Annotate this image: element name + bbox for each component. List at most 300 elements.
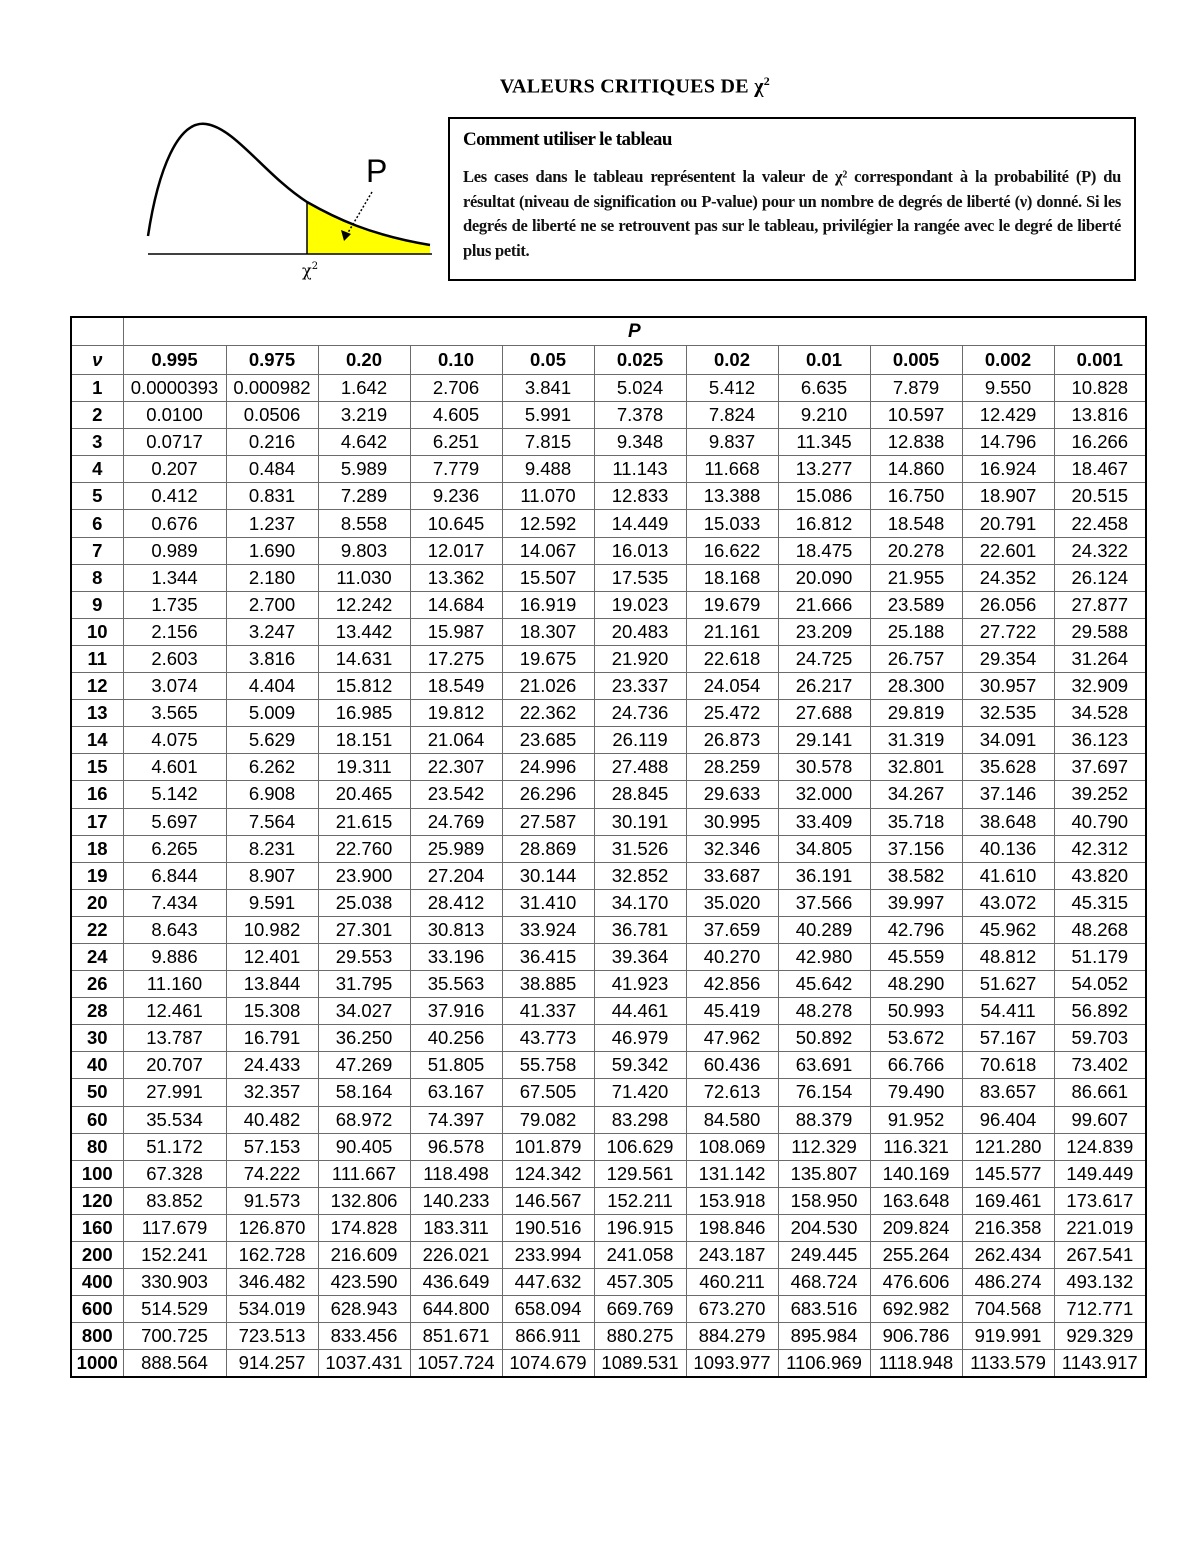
- value-cell: 16.266: [1054, 429, 1146, 456]
- table-row: [71, 673, 1146, 700]
- table-row: [71, 1269, 1146, 1296]
- column-header: 0.05: [502, 346, 594, 375]
- df-cell: 12: [71, 673, 123, 700]
- value-cell: 9.803: [318, 537, 410, 564]
- value-cell: 42.856: [686, 971, 778, 998]
- table-row: [71, 1187, 1146, 1214]
- value-cell: 31.319: [870, 727, 962, 754]
- value-cell: 15.086: [778, 483, 870, 510]
- value-cell: 26.757: [870, 645, 962, 672]
- value-cell: 21.666: [778, 591, 870, 618]
- table-row: [71, 700, 1146, 727]
- value-cell: 534.019: [226, 1296, 318, 1323]
- df-cell: 14: [71, 727, 123, 754]
- value-cell: 37.566: [778, 889, 870, 916]
- value-cell: 28.259: [686, 754, 778, 781]
- df-cell: 4: [71, 456, 123, 483]
- value-cell: 0.484: [226, 456, 318, 483]
- value-cell: 0.0000393: [123, 375, 226, 402]
- value-cell: 45.642: [778, 971, 870, 998]
- value-cell: 163.648: [870, 1187, 962, 1214]
- value-cell: 91.952: [870, 1106, 962, 1133]
- table-row: [71, 510, 1146, 537]
- df-cell: 200: [71, 1242, 123, 1269]
- value-cell: 5.697: [123, 808, 226, 835]
- value-cell: 31.410: [502, 889, 594, 916]
- column-header: 0.995: [123, 346, 226, 375]
- value-cell: 67.328: [123, 1160, 226, 1187]
- value-cell: 83.852: [123, 1187, 226, 1214]
- value-cell: 18.307: [502, 618, 594, 645]
- value-cell: 41.923: [594, 971, 686, 998]
- value-cell: 36.123: [1054, 727, 1146, 754]
- value-cell: 40.136: [962, 835, 1054, 862]
- value-cell: 26.873: [686, 727, 778, 754]
- value-cell: 4.075: [123, 727, 226, 754]
- value-cell: 0.0100: [123, 402, 226, 429]
- value-cell: 8.558: [318, 510, 410, 537]
- value-cell: 3.841: [502, 375, 594, 402]
- value-cell: 29.633: [686, 781, 778, 808]
- value-cell: 1133.579: [962, 1350, 1054, 1378]
- df-cell: 20: [71, 889, 123, 916]
- value-cell: 447.632: [502, 1269, 594, 1296]
- value-cell: 13.388: [686, 483, 778, 510]
- value-cell: 13.787: [123, 1025, 226, 1052]
- table-row: [71, 1025, 1146, 1052]
- value-cell: 1.735: [123, 591, 226, 618]
- how-to-heading: Comment utiliser le tableau: [463, 129, 672, 150]
- value-cell: 71.420: [594, 1079, 686, 1106]
- value-cell: 48.278: [778, 998, 870, 1025]
- value-cell: 16.750: [870, 483, 962, 510]
- how-to-body: Les cases dans le tableau représentent la valeur de χ² correspondant à la probabilité (P) du résultat (niveau de signification ou P-value) pour un nombre de degrés de liberté (ν) donné. Si les degrés de liberté ne se retrouvent pas sur le tableau, privilégier la rangée avec le degré de liberté plus petit.: [463, 167, 1121, 260]
- value-cell: 7.289: [318, 483, 410, 510]
- column-header-row: [71, 346, 1146, 375]
- value-cell: 41.337: [502, 998, 594, 1025]
- value-cell: 19.679: [686, 591, 778, 618]
- value-cell: 21.920: [594, 645, 686, 672]
- value-cell: 249.445: [778, 1242, 870, 1269]
- chi-label: $\chi^2$: [302, 261, 319, 280]
- value-cell: 15.308: [226, 998, 318, 1025]
- value-cell: 9.236: [410, 483, 502, 510]
- value-cell: 59.703: [1054, 1025, 1146, 1052]
- value-cell: 30.191: [594, 808, 686, 835]
- value-cell: 23.542: [410, 781, 502, 808]
- value-cell: 121.280: [962, 1133, 1054, 1160]
- value-cell: 45.315: [1054, 889, 1146, 916]
- value-cell: 5.629: [226, 727, 318, 754]
- value-cell: 16.013: [594, 537, 686, 564]
- value-cell: 118.498: [410, 1160, 502, 1187]
- value-cell: 108.069: [686, 1133, 778, 1160]
- value-cell: 21.615: [318, 808, 410, 835]
- value-cell: 117.679: [123, 1214, 226, 1241]
- value-cell: 152.211: [594, 1187, 686, 1214]
- nu-header: ν: [71, 346, 123, 375]
- value-cell: 20.707: [123, 1052, 226, 1079]
- value-cell: 26.056: [962, 591, 1054, 618]
- df-cell: 400: [71, 1269, 123, 1296]
- value-cell: 7.879: [870, 375, 962, 402]
- column-header: 0.001: [1054, 346, 1146, 375]
- value-cell: 12.401: [226, 943, 318, 970]
- value-cell: 29.553: [318, 943, 410, 970]
- value-cell: 27.488: [594, 754, 686, 781]
- value-cell: 22.362: [502, 700, 594, 727]
- value-cell: 880.275: [594, 1323, 686, 1350]
- value-cell: 833.456: [318, 1323, 410, 1350]
- value-cell: 24.352: [962, 564, 1054, 591]
- corner-cell: [71, 317, 123, 346]
- value-cell: 21.161: [686, 618, 778, 645]
- value-cell: 1143.917: [1054, 1350, 1146, 1378]
- column-header: 0.01: [778, 346, 870, 375]
- value-cell: 34.267: [870, 781, 962, 808]
- value-cell: 700.725: [123, 1323, 226, 1350]
- value-cell: 40.790: [1054, 808, 1146, 835]
- df-cell: 16: [71, 781, 123, 808]
- value-cell: 58.164: [318, 1079, 410, 1106]
- value-cell: 204.530: [778, 1214, 870, 1241]
- value-cell: 39.997: [870, 889, 962, 916]
- value-cell: 60.436: [686, 1052, 778, 1079]
- value-cell: 32.357: [226, 1079, 318, 1106]
- chi-square-curve-figure: [140, 110, 440, 290]
- value-cell: 19.675: [502, 645, 594, 672]
- value-cell: 45.559: [870, 943, 962, 970]
- value-cell: 1089.531: [594, 1350, 686, 1378]
- value-cell: 38.582: [870, 862, 962, 889]
- value-cell: 6.265: [123, 835, 226, 862]
- value-cell: 1118.948: [870, 1350, 962, 1378]
- df-cell: 160: [71, 1214, 123, 1241]
- value-cell: 0.0717: [123, 429, 226, 456]
- column-header: 0.20: [318, 346, 410, 375]
- value-cell: 32.535: [962, 700, 1054, 727]
- df-cell: 22: [71, 916, 123, 943]
- value-cell: 24.996: [502, 754, 594, 781]
- value-cell: 0.676: [123, 510, 226, 537]
- value-cell: 35.534: [123, 1106, 226, 1133]
- value-cell: 14.684: [410, 591, 502, 618]
- value-cell: 704.568: [962, 1296, 1054, 1323]
- value-cell: 31.795: [318, 971, 410, 998]
- value-cell: 145.577: [962, 1160, 1054, 1187]
- value-cell: 23.337: [594, 673, 686, 700]
- value-cell: 9.591: [226, 889, 318, 916]
- table-row: [71, 1296, 1146, 1323]
- value-cell: 39.364: [594, 943, 686, 970]
- value-cell: 19.812: [410, 700, 502, 727]
- value-cell: 0.412: [123, 483, 226, 510]
- value-cell: 27.991: [123, 1079, 226, 1106]
- value-cell: 20.465: [318, 781, 410, 808]
- value-cell: 153.918: [686, 1187, 778, 1214]
- chi-square-table: [70, 316, 1147, 1378]
- value-cell: 27.587: [502, 808, 594, 835]
- value-cell: 13.816: [1054, 402, 1146, 429]
- value-cell: 262.434: [962, 1242, 1054, 1269]
- value-cell: 25.038: [318, 889, 410, 916]
- value-cell: 18.467: [1054, 456, 1146, 483]
- df-cell: 60: [71, 1106, 123, 1133]
- value-cell: 173.617: [1054, 1187, 1146, 1214]
- value-cell: 644.800: [410, 1296, 502, 1323]
- value-cell: 124.839: [1054, 1133, 1146, 1160]
- p-header: P: [123, 317, 1146, 346]
- value-cell: 5.412: [686, 375, 778, 402]
- value-cell: 27.204: [410, 862, 502, 889]
- value-cell: 29.141: [778, 727, 870, 754]
- value-cell: 18.151: [318, 727, 410, 754]
- df-cell: 120: [71, 1187, 123, 1214]
- table-row: [71, 754, 1146, 781]
- value-cell: 36.191: [778, 862, 870, 889]
- value-cell: 11.160: [123, 971, 226, 998]
- value-cell: 152.241: [123, 1242, 226, 1269]
- value-cell: 10.597: [870, 402, 962, 429]
- value-cell: 423.590: [318, 1269, 410, 1296]
- value-cell: 131.142: [686, 1160, 778, 1187]
- value-cell: 243.187: [686, 1242, 778, 1269]
- df-cell: 8: [71, 564, 123, 591]
- value-cell: 23.209: [778, 618, 870, 645]
- value-cell: 22.760: [318, 835, 410, 862]
- value-cell: 0.216: [226, 429, 318, 456]
- value-cell: 914.257: [226, 1350, 318, 1378]
- value-cell: 11.668: [686, 456, 778, 483]
- value-cell: 18.549: [410, 673, 502, 700]
- density-curve: [148, 124, 430, 245]
- value-cell: 132.806: [318, 1187, 410, 1214]
- df-cell: 17: [71, 808, 123, 835]
- value-cell: 16.791: [226, 1025, 318, 1052]
- value-cell: 11.070: [502, 483, 594, 510]
- value-cell: 0.207: [123, 456, 226, 483]
- value-cell: 673.270: [686, 1296, 778, 1323]
- value-cell: 0.0506: [226, 402, 318, 429]
- df-cell: 800: [71, 1323, 123, 1350]
- value-cell: 7.434: [123, 889, 226, 916]
- how-to-use-box: [448, 117, 1136, 281]
- table-row: [71, 1214, 1146, 1241]
- value-cell: 30.578: [778, 754, 870, 781]
- value-cell: 9.886: [123, 943, 226, 970]
- value-cell: 37.697: [1054, 754, 1146, 781]
- value-cell: 460.211: [686, 1269, 778, 1296]
- value-cell: 15.507: [502, 564, 594, 591]
- value-cell: 906.786: [870, 1323, 962, 1350]
- p-label: P: [366, 153, 388, 189]
- value-cell: 1.344: [123, 564, 226, 591]
- df-cell: 1000: [71, 1350, 123, 1378]
- column-header: 0.10: [410, 346, 502, 375]
- value-cell: 45.962: [962, 916, 1054, 943]
- value-cell: 3.816: [226, 645, 318, 672]
- column-header: 0.025: [594, 346, 686, 375]
- value-cell: 19.311: [318, 754, 410, 781]
- value-cell: 140.169: [870, 1160, 962, 1187]
- value-cell: 866.911: [502, 1323, 594, 1350]
- value-cell: 124.342: [502, 1160, 594, 1187]
- table-row: [71, 402, 1146, 429]
- value-cell: 53.672: [870, 1025, 962, 1052]
- value-cell: 888.564: [123, 1350, 226, 1378]
- value-cell: 24.322: [1054, 537, 1146, 564]
- p-header-row: [71, 317, 1146, 346]
- value-cell: 40.289: [778, 916, 870, 943]
- value-cell: 723.513: [226, 1323, 318, 1350]
- value-cell: 14.631: [318, 645, 410, 672]
- value-cell: 79.082: [502, 1106, 594, 1133]
- value-cell: 221.019: [1054, 1214, 1146, 1241]
- value-cell: 4.404: [226, 673, 318, 700]
- table-row: [71, 429, 1146, 456]
- value-cell: 26.119: [594, 727, 686, 754]
- value-cell: 16.812: [778, 510, 870, 537]
- value-cell: 895.984: [778, 1323, 870, 1350]
- value-cell: 330.903: [123, 1269, 226, 1296]
- value-cell: 35.563: [410, 971, 502, 998]
- df-cell: 100: [71, 1160, 123, 1187]
- value-cell: 20.483: [594, 618, 686, 645]
- value-cell: 32.909: [1054, 673, 1146, 700]
- value-cell: 37.156: [870, 835, 962, 862]
- value-cell: 51.179: [1054, 943, 1146, 970]
- table-row: [71, 1106, 1146, 1133]
- value-cell: 34.805: [778, 835, 870, 862]
- value-cell: 346.482: [226, 1269, 318, 1296]
- value-cell: 22.618: [686, 645, 778, 672]
- value-cell: 7.824: [686, 402, 778, 429]
- value-cell: 29.588: [1054, 618, 1146, 645]
- value-cell: 47.269: [318, 1052, 410, 1079]
- value-cell: 29.819: [870, 700, 962, 727]
- value-cell: 7.779: [410, 456, 502, 483]
- value-cell: 4.605: [410, 402, 502, 429]
- value-cell: 17.275: [410, 645, 502, 672]
- value-cell: 19.023: [594, 591, 686, 618]
- table-row: [71, 1350, 1146, 1378]
- value-cell: 56.892: [1054, 998, 1146, 1025]
- value-cell: 35.718: [870, 808, 962, 835]
- value-cell: 712.771: [1054, 1296, 1146, 1323]
- value-cell: 11.030: [318, 564, 410, 591]
- value-cell: 40.270: [686, 943, 778, 970]
- value-cell: 116.321: [870, 1133, 962, 1160]
- value-cell: 13.442: [318, 618, 410, 645]
- value-cell: 106.629: [594, 1133, 686, 1160]
- value-cell: 46.979: [594, 1025, 686, 1052]
- value-cell: 33.196: [410, 943, 502, 970]
- value-cell: 158.950: [778, 1187, 870, 1214]
- df-cell: 5: [71, 483, 123, 510]
- value-cell: 12.017: [410, 537, 502, 564]
- table-row: [71, 645, 1146, 672]
- value-cell: 34.170: [594, 889, 686, 916]
- df-cell: 50: [71, 1079, 123, 1106]
- value-cell: 35.020: [686, 889, 778, 916]
- value-cell: 7.378: [594, 402, 686, 429]
- value-cell: 692.982: [870, 1296, 962, 1323]
- table-row: [71, 1079, 1146, 1106]
- table-row: [71, 375, 1146, 402]
- value-cell: 6.262: [226, 754, 318, 781]
- value-cell: 24.725: [778, 645, 870, 672]
- value-cell: 15.033: [686, 510, 778, 537]
- value-cell: 83.657: [962, 1079, 1054, 1106]
- value-cell: 13.844: [226, 971, 318, 998]
- value-cell: 436.649: [410, 1269, 502, 1296]
- title-text: VALEURS CRITIQUES DE χ: [499, 75, 764, 98]
- value-cell: 12.429: [962, 402, 1054, 429]
- value-cell: 28.300: [870, 673, 962, 700]
- df-cell: 18: [71, 835, 123, 862]
- value-cell: 267.541: [1054, 1242, 1146, 1269]
- value-cell: 209.824: [870, 1214, 962, 1241]
- table-row: [71, 1160, 1146, 1187]
- value-cell: 42.980: [778, 943, 870, 970]
- table-row: [71, 1242, 1146, 1269]
- df-cell: 9: [71, 591, 123, 618]
- value-cell: 32.852: [594, 862, 686, 889]
- column-header: 0.005: [870, 346, 962, 375]
- table-row: [71, 808, 1146, 835]
- value-cell: 112.329: [778, 1133, 870, 1160]
- value-cell: 8.643: [123, 916, 226, 943]
- value-cell: 36.250: [318, 1025, 410, 1052]
- value-cell: 24.736: [594, 700, 686, 727]
- value-cell: 51.805: [410, 1052, 502, 1079]
- value-cell: 101.879: [502, 1133, 594, 1160]
- value-cell: 16.985: [318, 700, 410, 727]
- value-cell: 226.021: [410, 1242, 502, 1269]
- value-cell: 12.461: [123, 998, 226, 1025]
- value-cell: 190.516: [502, 1214, 594, 1241]
- value-cell: 74.222: [226, 1160, 318, 1187]
- value-cell: 55.758: [502, 1052, 594, 1079]
- value-cell: 20.515: [1054, 483, 1146, 510]
- value-cell: 3.565: [123, 700, 226, 727]
- value-cell: 6.251: [410, 429, 502, 456]
- value-cell: 32.346: [686, 835, 778, 862]
- value-cell: 37.146: [962, 781, 1054, 808]
- value-cell: 96.404: [962, 1106, 1054, 1133]
- value-cell: 13.362: [410, 564, 502, 591]
- value-cell: 15.987: [410, 618, 502, 645]
- value-cell: 146.567: [502, 1187, 594, 1214]
- value-cell: 67.505: [502, 1079, 594, 1106]
- table-row: [71, 971, 1146, 998]
- value-cell: 5.142: [123, 781, 226, 808]
- value-cell: 22.601: [962, 537, 1054, 564]
- value-cell: 16.919: [502, 591, 594, 618]
- table-row: [71, 1323, 1146, 1350]
- value-cell: 51.172: [123, 1133, 226, 1160]
- value-cell: 20.090: [778, 564, 870, 591]
- value-cell: 3.247: [226, 618, 318, 645]
- value-cell: 43.773: [502, 1025, 594, 1052]
- table-body: [71, 375, 1146, 1378]
- value-cell: 216.609: [318, 1242, 410, 1269]
- value-cell: 196.915: [594, 1214, 686, 1241]
- table-row: [71, 781, 1146, 808]
- value-cell: 2.700: [226, 591, 318, 618]
- value-cell: 23.685: [502, 727, 594, 754]
- value-cell: 63.691: [778, 1052, 870, 1079]
